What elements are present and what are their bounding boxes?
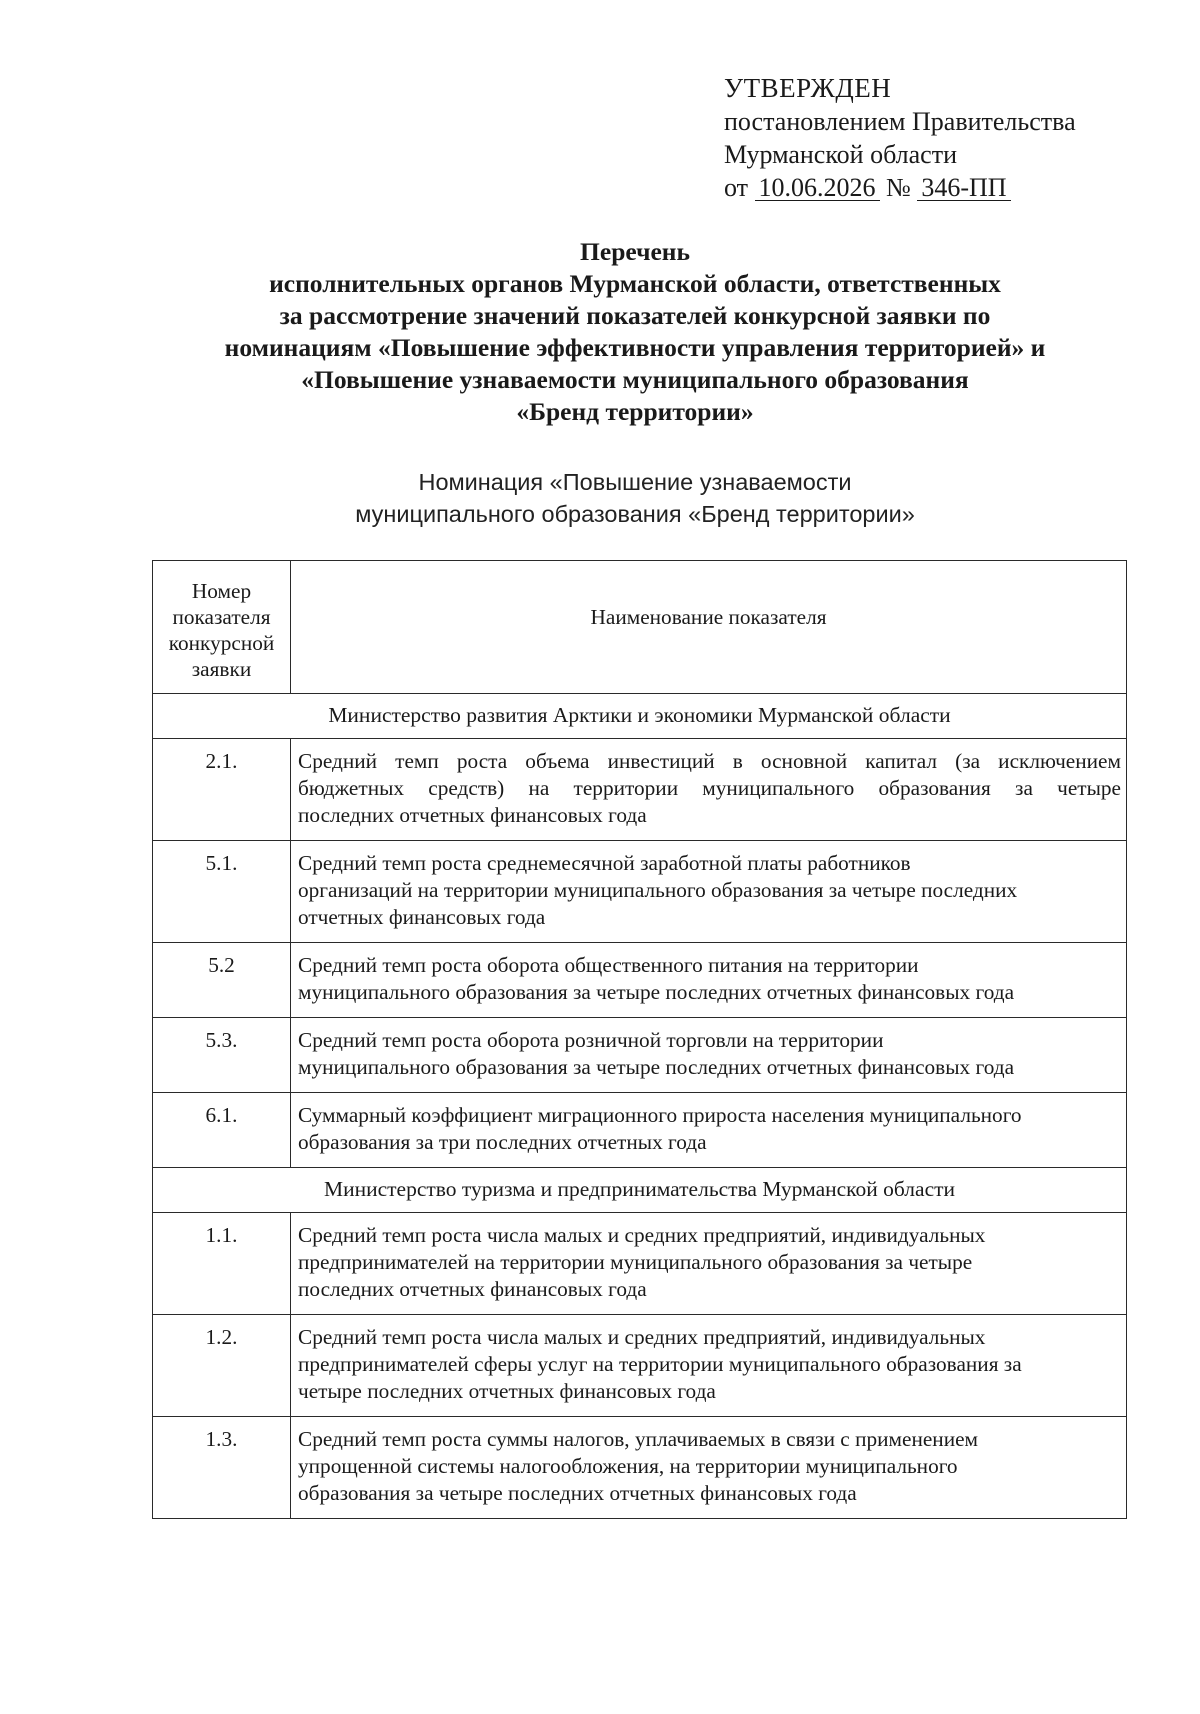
section-row (153, 1168, 1127, 1213)
indicator-name-line: организаций на территории муниципального образования за четыре последних (298, 878, 1018, 902)
header-number-line: показателя (172, 605, 271, 629)
table-row (153, 943, 1127, 1018)
indicator-name (291, 841, 1127, 943)
table-row (153, 841, 1127, 943)
table-row (153, 1417, 1127, 1519)
indicator-name-line: Средний темп роста суммы налогов, уплачиваемых в связи с применением (298, 1427, 979, 1451)
indicator-name-line: муниципального образования за четыре последних отчетных финансовых года (298, 1055, 1015, 1079)
approval-number: 346-ПП (917, 176, 1010, 201)
indicator-number: 2.1. (153, 739, 291, 841)
approved-heading: УТВЕРЖДЕН (724, 73, 892, 103)
indicator-name-line: предпринимателей на территории муниципального образования за четыре (298, 1250, 973, 1274)
approval-resolution-line: постановлением Правительства (724, 107, 1076, 136)
indicator-number: 1.2. (153, 1315, 291, 1417)
number-sign: № (886, 173, 911, 202)
nomination-line-2: муниципального образования «Бренд территории» (355, 501, 915, 527)
indicator-name-line: последних отчетных финансовых года (298, 1277, 647, 1301)
indicator-name-line: четыре последних отчетных финансовых года (298, 1379, 716, 1403)
section-title: Министерство туризма и предпринимательства Мурманской области (153, 1168, 1127, 1213)
indicator-name-line: муниципального образования за четыре последних отчетных финансовых года (298, 980, 1015, 1004)
table-row (153, 1018, 1127, 1093)
approval-stamp (724, 72, 1076, 204)
indicator-name-line: образования за три последних отчетных года (298, 1130, 707, 1154)
header-number-line: Номер (191, 579, 252, 603)
indicator-name-line: бюджетных средств) на территории муниципального образования за четыре (298, 776, 1121, 800)
approval-region-line: Мурманской области (724, 140, 957, 169)
indicator-name (291, 1315, 1127, 1417)
title-line-6: «Бренд территории» (516, 397, 754, 426)
title-line-2: исполнительных органов Мурманской области, ответственных (269, 269, 1001, 298)
indicator-number: 5.3. (153, 1018, 291, 1093)
indicator-name-line: упрощенной системы налогообложения, на территории муниципального (298, 1454, 958, 1478)
indicator-number: 5.1. (153, 841, 291, 943)
table-row (153, 739, 1127, 841)
indicator-name (291, 943, 1127, 1018)
approval-date-line (724, 171, 1076, 204)
document-title (130, 236, 1140, 428)
approval-date: 10.06.2026 (755, 176, 880, 201)
indicator-name (291, 739, 1127, 841)
indicator-name (291, 1093, 1127, 1168)
indicator-name-line: образования за четыре последних отчетных финансовых года (298, 1481, 857, 1505)
indicator-name-line: отчетных финансовых года (298, 905, 546, 929)
indicator-number: 1.1. (153, 1213, 291, 1315)
indicator-number: 5.2 (153, 943, 291, 1018)
indicator-number: 6.1. (153, 1093, 291, 1168)
table-row (153, 1213, 1127, 1315)
header-name: Наименование показателя (291, 561, 1127, 694)
indicator-name (291, 1213, 1127, 1315)
indicator-name-line: Средний темп роста объема инвестиций в основной капитал (за исключением (298, 749, 1121, 773)
nomination-line-1: Номинация «Повышение узнаваемости (418, 469, 852, 495)
indicator-name-line: Средний темп роста оборота общественного питания на территории (298, 953, 919, 977)
table-row (153, 1093, 1127, 1168)
indicator-name-line: предпринимателей сферы услуг на территории муниципального образования за (298, 1352, 1022, 1376)
table-row (153, 1315, 1127, 1417)
header-number (153, 561, 291, 694)
table-header-row (153, 561, 1127, 694)
section-row (153, 694, 1127, 739)
indicator-name (291, 1417, 1127, 1519)
indicator-name-line: Суммарный коэффициент миграционного прироста населения муниципального (298, 1103, 1022, 1127)
header-number-line: конкурсной (168, 631, 275, 655)
indicator-name-line: Средний темп роста числа малых и средних предприятий, индивидуальных (298, 1223, 986, 1247)
title-line-1: Перечень (580, 237, 690, 266)
indicator-name-line: Средний темп роста числа малых и средних предприятий, индивидуальных (298, 1325, 986, 1349)
title-line-4: номинациям «Повышение эффективности управления территорией» и (224, 333, 1046, 362)
date-prefix: от (724, 173, 749, 202)
header-number-line: заявки (191, 657, 252, 681)
indicator-number: 1.3. (153, 1417, 291, 1519)
title-line-5: «Повышение узнаваемости муниципального образования (301, 365, 969, 394)
indicator-name (291, 1018, 1127, 1093)
indicator-name-line: Средний темп роста оборота розничной торговли на территории (298, 1028, 884, 1052)
indicators-table (152, 560, 1127, 1519)
nomination-heading (130, 466, 1140, 530)
section-title: Министерство развития Арктики и экономики Мурманской области (153, 694, 1127, 739)
indicator-name-line: последних отчетных финансовых года (298, 803, 647, 827)
title-line-3: за рассмотрение значений показателей конкурсной заявки по (279, 301, 991, 330)
indicator-name-line: Средний темп роста среднемесячной заработной платы работников (298, 851, 911, 875)
